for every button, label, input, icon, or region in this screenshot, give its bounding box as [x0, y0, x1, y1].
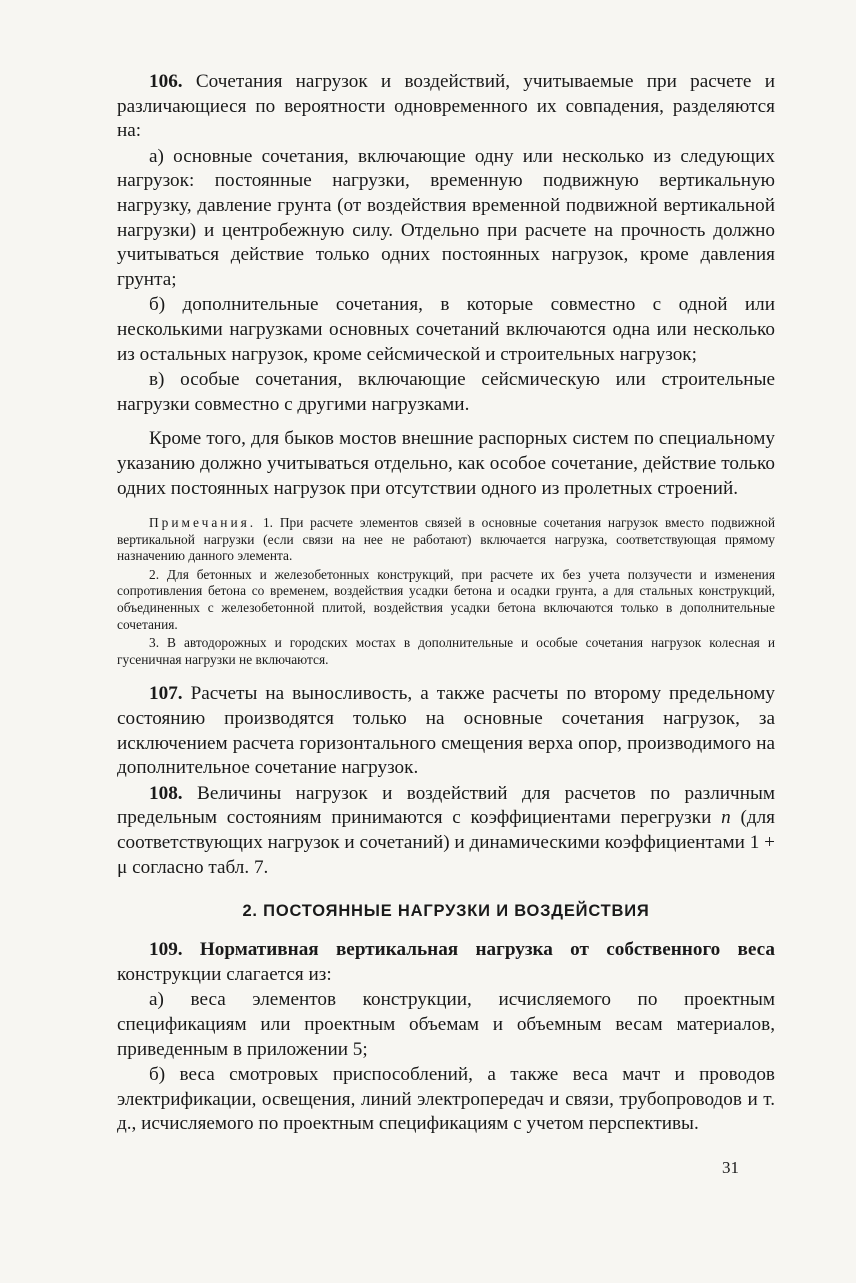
note-3: 3. В автодорожных и городских мостах в дополнительные и особые сочетания нагрузок колесная и гусеничная нагрузки не включаются.: [117, 635, 775, 667]
section-number-109: 109.: [149, 939, 183, 961]
section-number-107: 107.: [149, 683, 183, 705]
page-number: 31: [722, 1158, 739, 1177]
note-2: 2. Для бетонных и железобетонных конструкций, при расчете их без учета ползучести и изменения сопротивления бетона со временем, воздействия усадки бетона и осадки грунта, а для стальных конструкций, объединенных с железобетонной плитой, воздействия усадки бетона включаются только в дополнительные сочетания.: [117, 566, 775, 632]
paragraph-109-rest: конструкции слагается из:: [117, 963, 332, 985]
symbol-n: n: [721, 807, 731, 829]
paragraph-108-text-after: согласно табл. 7.: [132, 856, 269, 878]
paragraph-106-item-b: б) дополнительные сочетания, в которые совместно с одной или несколькими нагрузками основных сочетаний включаются одна или несколько из остальных нагрузок, кроме сейсмической и строительных нагрузок;: [117, 294, 775, 365]
section-heading: 2. ПОСТОЯННЫЕ НАГРУЗКИ И ВОЗДЕЙСТВИЯ: [242, 902, 650, 921]
paragraph-108-text-before: Величины нагрузок и воздействий для расчетов по различным предельным состояниям принимаются с коэффициентами перегрузки: [117, 782, 776, 829]
section-number-106: 106.: [149, 71, 183, 92]
paragraph-107: [117, 682, 775, 780]
formula-one-plus-mu: 1 + μ: [117, 832, 776, 878]
note-1-text: 1. При расчете элементов связей в основные сочетания нагрузок вместо подвижной вертикальной нагрузки (если связи на нее не работают) включается нагрузка, соответствующая прямому назначению данного элемента.: [117, 515, 775, 564]
notes-block: [117, 515, 775, 668]
paragraph-109-item-a: а) веса элементов конструкции, исчисляемого по проектным спецификациям или проектным объемам и объемным весам материалов, приведенным в приложении 5;: [117, 989, 775, 1060]
paragraph-108: [117, 782, 775, 880]
paragraph-106-extra: Кроме того, для быков мостов внешние распорных систем по специальному указанию должно учитываться отдельно, как особое сочетание, действие только одних постоянных нагрузок при отсутствии одного из пролетных строений.: [117, 428, 775, 499]
paragraph-108-text-middle: (для соответствующих нагрузок и сочетаний) и динамическими коэффициентами: [117, 807, 776, 853]
section-number-108: 108.: [149, 782, 183, 804]
paragraph-109-item-b: б) веса смотровых приспособлений, а также веса мачт и проводов электрификации, освещения, линий электропередач и связи, трубопроводов и т. д., исчисляемого по проектным спецификациям с учетом перспективы.: [117, 1064, 775, 1135]
paragraph-106-item-a: а) основные сочетания, включающие одну или несколько из следующих нагрузок: постоянные нагрузки, временную подвижную вертикальную нагрузку, давление грунта (от воздействия временной подвижной вертикальной нагрузки) и центробежную силу. Отдельно при расчете на прочность должно учитываться действие только одних постоянных нагрузок, кроме давления грунта;: [117, 145, 775, 290]
paragraph-109-intro: [117, 938, 775, 987]
paragraph-106-intro: [117, 70, 775, 144]
text-column: [117, 70, 775, 1137]
note-1: [117, 515, 775, 565]
paragraph-107-text: Расчеты на выносливость, а также расчеты по второму предельному состоянию производятся только на основные сочетания нагрузок, за исключением расчета горизонтального смещения верха опор, производимого на дополнительное сочетание нагрузок.: [117, 683, 775, 779]
paragraph-106-item-c: в) особые сочетания, включающие сейсмическую или строительные нагрузки совместно с другими нагрузками.: [117, 369, 775, 415]
paragraph-106-intro-text: Сочетания нагрузок и воздействий, учитываемые при расчете и различающиеся по вероятности одновременного их совпадения, разделяются на:: [117, 71, 775, 142]
notes-label: Примечания.: [149, 515, 257, 531]
paragraph-109-lead: Нормативная вертикальная нагрузка от собственного веса: [199, 939, 776, 961]
